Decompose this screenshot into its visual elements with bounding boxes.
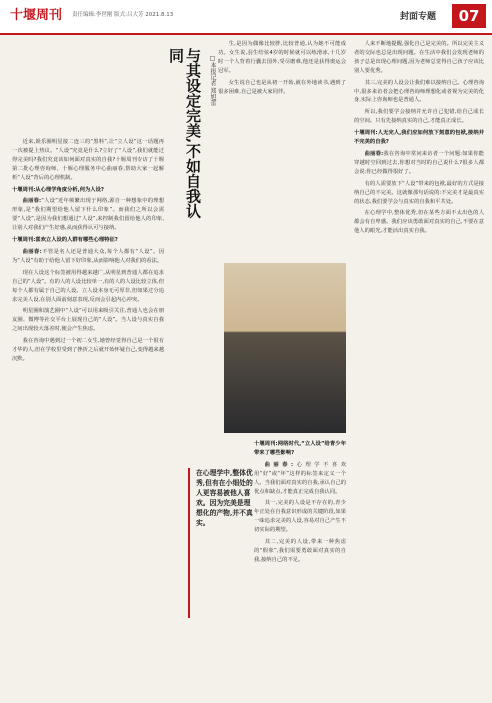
paragraph-text: 十堰周刊:喜欢立人设的人群有哪些心理特征? (12, 237, 118, 244)
paragraph-text: 我在咨询中遇到过一个初二女生,她曾经觉得自己是一个很有才华的人,但在学校里受到了挫折之后就开始怀疑自己,变得越来越沉默。 (12, 338, 164, 362)
paragraph-text: 心理学不喜欢用“好”或“坏”这样的标签来定义一个人。当我们面对真实的自我,承认自己的优点和缺点,才能真正完成自我认同。 (254, 461, 346, 495)
paragraph-text: 十堰周刊:网络时代,“立人设”给青少年带来了哪些影响? (254, 441, 346, 456)
text-column-1 (12, 138, 164, 698)
paragraph-text: 明星圈和演艺圈中“人设”可以用来吸引关注,普通人也会在朋友圈、微博等社交平台上展现自己的“人设”。当人设与真实自我之间出现较大落差时,便会产生焦虑。 (12, 308, 164, 333)
interviewee-photo (224, 263, 346, 433)
paragraph (354, 108, 484, 126)
paragraph (254, 499, 346, 535)
paragraph-text: 其二,完美的人设,带来一种焦虑的“假象”,我们需要勇敢面对真实的自我,接纳自己的不足。 (254, 539, 346, 563)
page-number: 07 (452, 4, 486, 28)
speaker-label: 曲丽春: (364, 150, 384, 157)
text-column-2b (254, 440, 346, 695)
paragraph (12, 197, 164, 233)
paragraph-text: 我在咨询中常问来访者一个问题:如果你能穿越时空回到过去,你想对当时的自己说什么?很多人都会说:你已经做得很好了。 (354, 150, 484, 175)
paragraph (354, 209, 484, 236)
paragraph-text: 生,是因为偶像比较胖,比较普通,认为她不可能成功。女生说,羽生结弦4岁的时候就可以练滑冰,十几岁时一个人背着行囊去国外,受尽磨难,他还是获得奥运会冠军。 (218, 41, 346, 74)
paragraph (218, 40, 346, 76)
reporter-byline: □本报记者 郑旭蕾 (209, 55, 216, 106)
paragraph-text: 人来不断地提醒,强化自己是完美的。所以完美主义者的交际也总是出现问题。在生活中我们会发现老师的孩子总是出现心理问题,因为老师总觉得自己孩子应该比别人要优秀。 (354, 41, 484, 74)
paragraph (354, 180, 484, 207)
paragraph (12, 307, 164, 334)
article-title: 与其设定完美,不如自我认同 (167, 48, 202, 219)
paragraph (254, 461, 346, 497)
paragraph-text: 所以,我们要学会接纳并允许自己犯错,给自己成长的空间。只有先接纳真实的自己,才能真正成长。 (354, 109, 484, 125)
paragraph (354, 150, 484, 177)
text-column-3 (354, 40, 484, 695)
paragraph-text: 近来,娱乐圈明星接二连三的“黑料”,让“立人设”这一话题再一次被提上热议。“人设”究竟是什么?立好了“人设”,我们就能过得完美吗?我们究竟该如何面对真实的自我?十堰周刊专访了十堰第二批心理咨询师、十堰心理服务中心曲丽春,帮助大家一起解析“人设”背后的心理机制。 (12, 139, 164, 181)
question-heading (12, 186, 164, 195)
question-heading (354, 129, 484, 147)
paragraph (12, 138, 164, 183)
speaker-label: 曲丽春: (22, 248, 42, 255)
paragraph (12, 269, 164, 305)
paragraph (354, 40, 484, 76)
paragraph-text: “人设”近年频繁出现于网络,源自一种想象中的理想形象,是“我们期望给他人留下什么印象”。而我们之所以会需要“人设”,是因为我们想通过“人设”,来控制我们留给他人的印象,让别人对我们产生好感,从而获得认可与接纳。 (12, 198, 164, 232)
paragraph-text: 其三,完美的人设会让我们难以接纳自己。心理咨询中,很多来访者会把心理咨询师理想化或者视为完美的化身,实际上咨询师也是普通人。 (354, 79, 484, 104)
paragraph-text: 十堰周刊:人无完人,我们应如何放下刻意的包袱,接纳并不完美的自我? (354, 130, 484, 146)
text-column-2 (218, 40, 346, 260)
paragraph (218, 79, 346, 97)
photo-caption: 曲丽春。 (300, 421, 321, 427)
pull-quote: 在心理学中,整体优秀,但有在小细处的人更容易被他人喜欢。因为完美是理想化的产物,并不真实。 (188, 468, 256, 618)
paragraph-text: 有的人需要放下“人设”带来的包袱,最好的方式是接纳自己的不完美。这就像那句话说的:不完美才是最真实的状态,我们要学会与真实的自我和平共处。 (354, 180, 484, 205)
question-heading (254, 440, 346, 458)
speaker-label: 曲丽春: (22, 198, 42, 205)
paragraph-text: 十堰周刊:从心理学角度分析,何为人设? (12, 186, 104, 193)
question-heading (12, 236, 164, 245)
paragraph-text: 其一,完美的人设是不存在的,青少年正处在自我意识形成的关键阶段,如果一味追求完美的人设,容易对自己产生不切实际的期望。 (254, 500, 346, 534)
section-label: 封面专题 (400, 12, 437, 22)
paragraph-text: 女生说自己也是从初一开始,就在外地读书,遇到了很多困难,自己是被大家同伴。 (218, 79, 346, 95)
editor-credits: 责任编辑:李世刚 版式:吕大芳 2021.8.13 (72, 12, 174, 18)
paragraph-text: 不管是名人还是普通大众,每个人都有“人设”。因为“人设”有助于给他人留下好印象,从而影响他人对我们的看法。 (12, 248, 164, 264)
paragraph-text: 在心理学中,整体优秀,但在某些方面不太出色的人都会有自卑感。我们应该勇敢面对真实的自己,不要在意他人的眼光,才能活出真实自我。 (354, 210, 484, 235)
paragraph (12, 337, 164, 364)
paragraph (12, 248, 164, 266)
paragraph-text: 现在人设这个标签被用得越来越广,从明星到普通人都在追求自己的“人设”。有的人的人设比较单一,有的人的人设比较立体,但每个人都有属于自己的人设。立人设本身无可厚非,但如果过分追求完美人设,在别人面前刻意表现,反而会引起内心冲突。 (12, 269, 164, 303)
paragraph (354, 79, 484, 106)
speaker-label: 曲丽春: (264, 461, 294, 468)
masthead-logo: 十堰周刊 (6, 4, 66, 28)
paragraph (254, 538, 346, 565)
